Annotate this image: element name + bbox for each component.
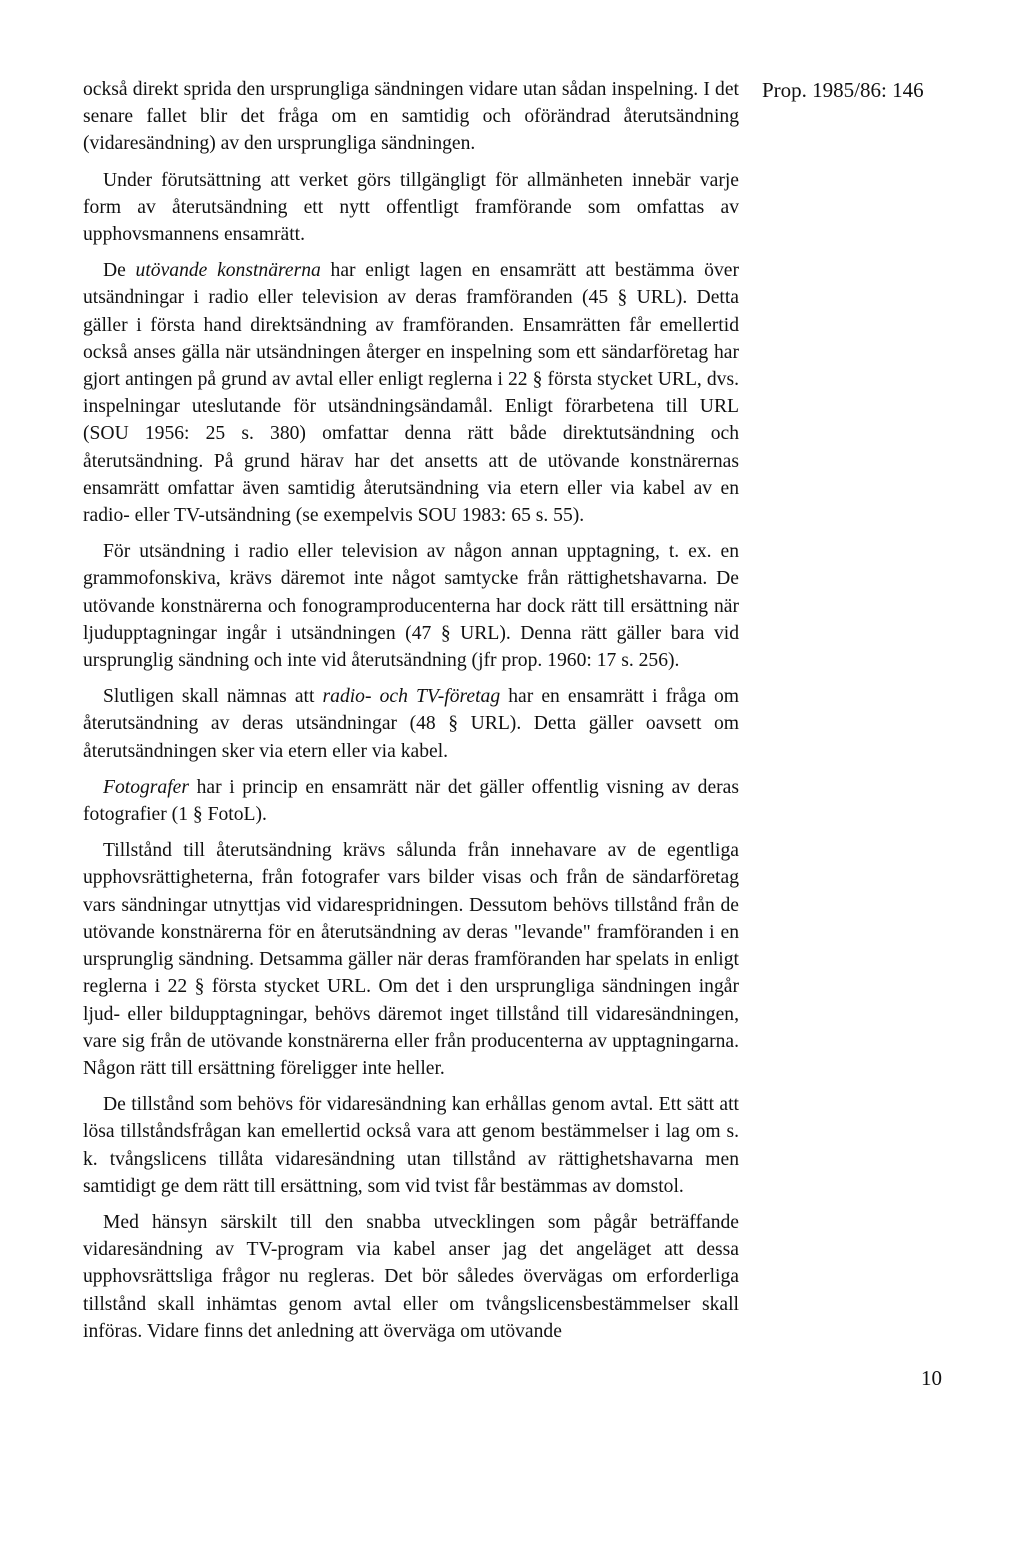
paragraph-7: Tillstånd till återutsändning krävs sålunda från innehavare av de egentliga upphovsrättigheterna, från fotografer vars bilder visas och från de sändarföretag vars sändningar utnyttjas vid vidarespridningen. Dessutom behövs tillstånd från de utövande konstnärerna för en återutsändning av deras "levande" framföranden i en ursprunglig sändning. Detsamma gäller när deras framföranden har spelats in enligt reglerna i 22 § första stycket URL. Om det i den ursprungliga sändningen ingår ljud- eller bildupptagningar, behövs däremot inget tillstånd till vidaresändningen, vare sig från de utövande konstnärerna eller från producenterna av upptagningarna. Någon rätt till ersättning föreligger inte heller. <box>83 840 739 1079</box>
paragraph-5 <box>83 683 739 765</box>
emphasis-fotografer: Fotografer <box>103 776 189 798</box>
paragraph-3-lead: De <box>103 260 136 282</box>
paragraph-9: Med hänsyn särskilt till den snabba utvecklingen som pågår beträffande vidaresändning av TV-program via kabel anser jag det angeläget att dessa upphovsrättsliga frågor nu regleras. Det bör således övervägas om erforderliga tillstånd skall inhämtas genom avtal eller om tvångslicensbestämmelser skall införas. Vidare finns det anledning att överväga om utövande <box>83 1211 739 1342</box>
paragraph-5-body: har en ensamrätt i fråga om återutsändning av deras utsändningar (48 § URL). Detta gäller oavsett om återutsändningen sker via etern eller via kabel. <box>83 686 739 762</box>
paragraph-2: Under förutsättning att verket görs tillgängligt för allmänheten innebär varje form av återutsändning ett nytt offentligt framförande som omfattas av upphovsmannens ensamrätt. <box>83 169 739 246</box>
page-number: 10 <box>921 1366 942 1390</box>
paragraph-5-lead: Slutligen skall nämnas att <box>103 686 323 708</box>
document-reference: Prop. 1985/86: 146 <box>762 78 924 102</box>
paragraph-1: också direkt sprida den ursprungliga sändningen vidare utan sådan inspelning. I det senare fallet blir det fråga om en samtidig och oförändrad återutsändning (vidaresändning) av den ursprungliga sändningen. <box>83 79 739 155</box>
body-text <box>83 76 739 1354</box>
paragraph-3 <box>83 257 739 529</box>
paragraph-3-body: har enligt lagen en ensamrätt att bestämma över utsändningar i radio eller television av deras framföranden (45 § URL). Detta gäller i första hand direktsändning av framföranden. Ensamrätten får emellertid också anses gälla när utsändningen återger en inspelning som ett sändarföretag har gjort antingen på grund av avtal eller enligt reglerna i 22 § första stycket URL, dvs. inspelningar uteslutande för utsändningsändamål. Enligt förarbetena till URL (SOU 1956: 25 s. 380) omfattar denna rätt både direktutsändning och återutsändning. På grund härav har det ansetts att de utövande konstnärernas ensamrätt omfattar även samtidig återutsändning via etern eller via kabel av en radio- eller TV-utsändning (se exempelvis SOU 1983: 65 s. 55). <box>83 260 739 527</box>
paragraph-4: För utsändning i radio eller television av någon annan upptagning, t. ex. en grammofonskiva, krävs däremot inte något samtycke från rättighetshavarna. De utövande konstnärerna och fonogramproducenterna har dock rätt till ersättning när ljudupptagningar ingår i utsändningen (47 § URL). Denna rätt gäller bara vid ursprunglig sändning och inte vid återutsändning (jfr prop. 1960: 17 s. 256). <box>83 541 739 672</box>
emphasis-radio-tv-foretag: radio- och TV-företag <box>322 686 501 708</box>
paragraph-8: De tillstånd som behövs för vidaresändning kan erhållas genom avtal. Ett sätt att lösa tillståndsfrågan kan emellertid också vara att genom bestämmelser i lag om s. k. tvångslicens tillåta vidaresändning utan tillstånd av rättighetshavarna men samtidigt ge dem rätt till ersättning, som vid tvist får bestämmas av domstol. <box>83 1094 739 1197</box>
emphasis-utovande-konstnarerna: utövande konstnärerna <box>135 260 321 282</box>
paragraph-6 <box>83 774 739 828</box>
paragraph-6-body: har i princip en ensamrätt när det gäller offentlig visning av deras fotografier (1 § FotoL). <box>83 776 739 826</box>
